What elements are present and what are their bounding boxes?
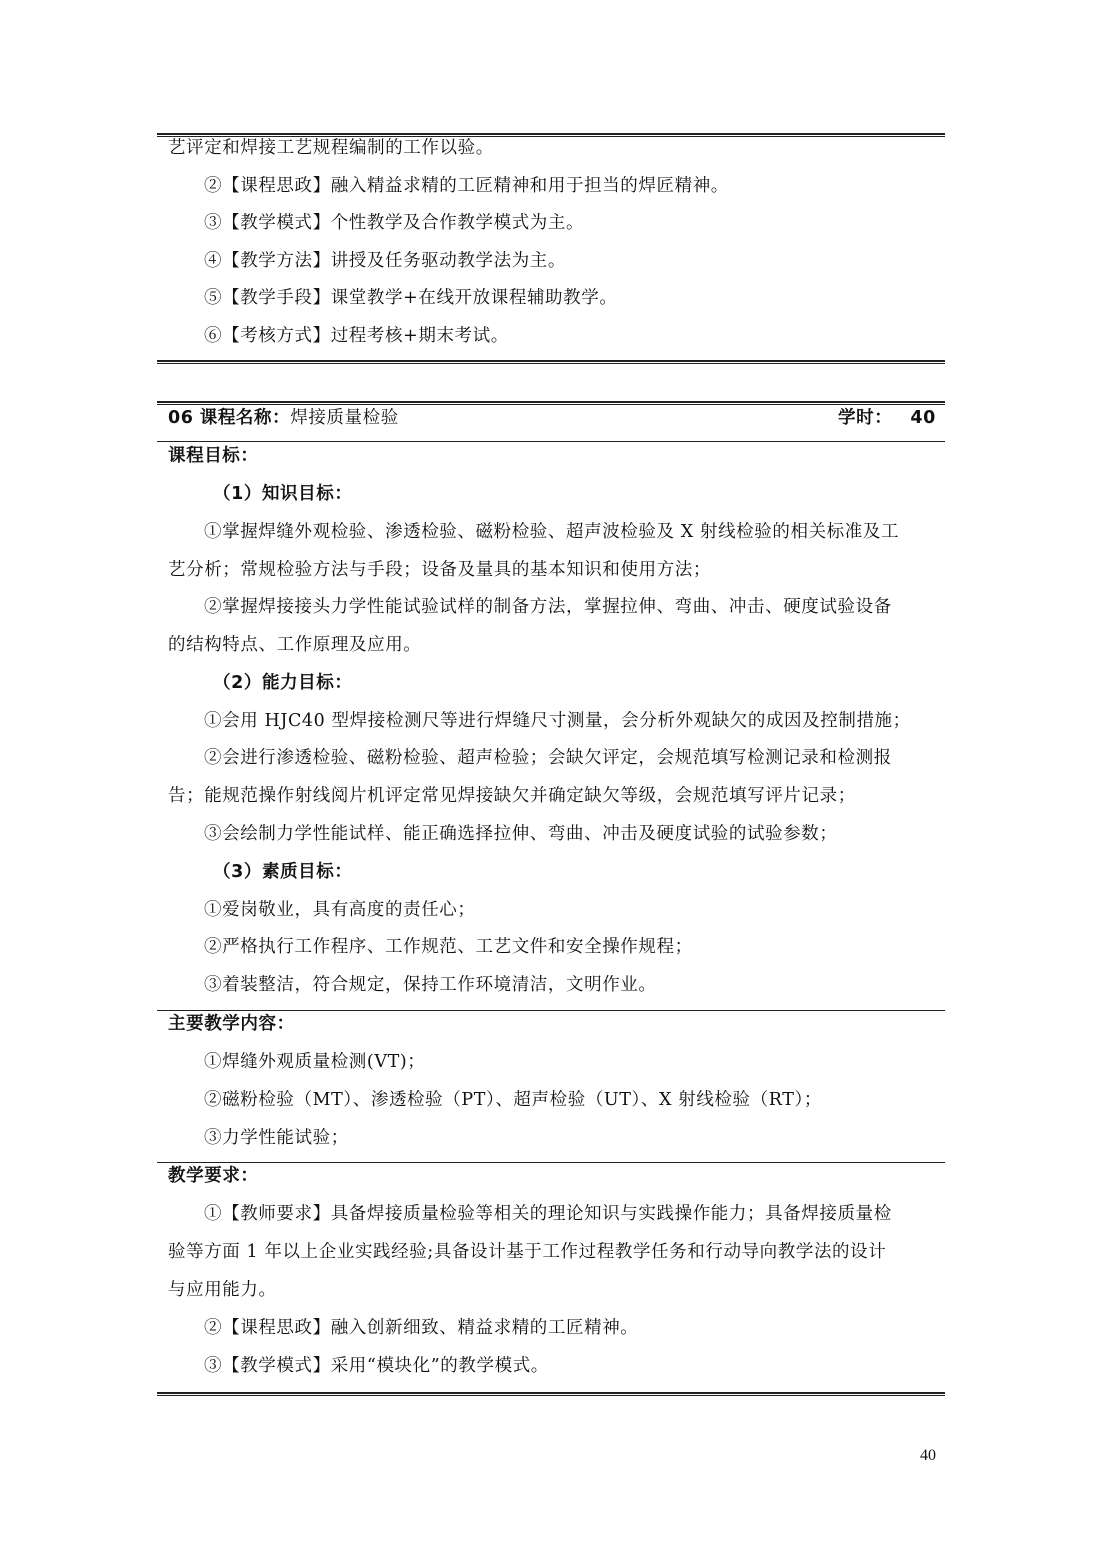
requirements-line: ③【教学模式】采用“模块化”的教学模式。 xyxy=(204,1356,549,1376)
course-hours-value: 40 xyxy=(910,408,936,428)
requirements-line: 验等方面 1 年以上企业实践经验;具备设计基于工作过程教学任务和行动导向教学法的设计 xyxy=(168,1242,887,1262)
quality-objectives-heading: （3）素质目标： xyxy=(213,862,353,882)
content-line: ②磁粉检验（MT）、渗透检验（PT）、超声检验（UT）、X 射线检验（RT）； xyxy=(204,1090,822,1110)
requirements-top-rule xyxy=(157,1162,945,1163)
requirements-heading: 教学要求： xyxy=(168,1166,259,1186)
knowledge-objective-line: ①掌握焊缝外观检验、渗透检验、磁粉检验、超声波检验及 X 射线检验的相关标准及工 xyxy=(204,522,900,542)
knowledge-objective-line: ②掌握焊接接头力学性能试验试样的制备方法，掌握拉伸、弯曲、冲击、硬度试验设备 xyxy=(204,597,892,617)
course-hours xyxy=(838,406,936,430)
quality-objective-line: ③着装整洁，符合规定，保持工作环境清洁，文明作业。 xyxy=(204,975,657,995)
knowledge-objective-line: 艺分析；常规检验方法与手段；设备及量具的基本知识和使用方法； xyxy=(168,560,711,580)
ability-objectives-heading: （2）能力目标： xyxy=(213,673,353,693)
previous-course-item: ②【课程思政】融入精益求精的工匠精神和用于担当的焊匠精神。 xyxy=(204,176,729,196)
ability-objective-line: ②会进行渗透检验、磁粉检验、超声检验；会缺欠评定，会规范填写检测记录和检测报 xyxy=(204,748,892,768)
previous-course-continuation: 艺评定和焊接工艺规程编制的工作以验。 xyxy=(168,138,494,158)
ability-objective-line: ③会绘制力学性能试样、能正确选择拉伸、弯曲、冲击及硬度试验的试验参数； xyxy=(204,824,838,844)
knowledge-objectives-heading: （1）知识目标： xyxy=(213,484,353,504)
bottom-double-rule xyxy=(157,1392,945,1396)
content-line: ①焊缝外观质量检测(VT)； xyxy=(204,1052,426,1072)
previous-course-item: ⑥【考核方式】过程考核+期末考试。 xyxy=(204,326,509,346)
previous-course-item: ③【教学模式】个性教学及合作教学模式为主。 xyxy=(204,213,585,233)
course-name: 焊接质量检验 xyxy=(290,408,399,428)
ability-objective-line: 告；能规范操作射线阅片机评定常见焊接缺欠并确定缺欠等级，会规范填写评片记录； xyxy=(168,786,856,806)
content-top-rule xyxy=(157,1010,945,1011)
ability-objective-line: ①会用 HJC40 型焊接检测尺等进行焊缝尺寸测量，会分析外观缺欠的成因及控制措施； xyxy=(204,711,911,731)
course-name-label: 课程名称： xyxy=(199,408,291,428)
previous-course-item: ④【教学方法】讲授及任务驱动教学法为主。 xyxy=(204,251,566,271)
course-title-row xyxy=(168,406,938,430)
requirements-line: ①【教师要求】具备焊接质量检验等相关的理论知识与实践操作能力；具备焊接质量检 xyxy=(204,1204,892,1224)
requirements-line: 与应用能力。 xyxy=(168,1280,277,1300)
page-number: 40 xyxy=(920,1447,936,1464)
section-end-double-rule xyxy=(157,360,945,364)
objectives-heading: 课程目标： xyxy=(168,446,259,466)
course-hours-label: 学时： xyxy=(838,408,893,428)
quality-objective-line: ②严格执行工作程序、工作规范、工艺文件和安全操作规程； xyxy=(204,937,693,957)
previous-course-item: ⑤【教学手段】课堂教学+在线开放课程辅助教学。 xyxy=(204,288,618,308)
course-header-top-rule xyxy=(157,401,945,405)
content-line: ③力学性能试验； xyxy=(204,1128,349,1148)
requirements-line: ②【课程思政】融入创新细致、精益求精的工匠精神。 xyxy=(204,1318,639,1338)
knowledge-objective-line: 的结构特点、工作原理及应用。 xyxy=(168,635,422,655)
course-header-bottom-rule xyxy=(157,441,945,442)
quality-objective-line: ①爱岗敬业，具有高度的责任心； xyxy=(204,900,476,920)
course-number: 06 xyxy=(168,408,194,428)
content-heading: 主要教学内容： xyxy=(168,1014,295,1034)
